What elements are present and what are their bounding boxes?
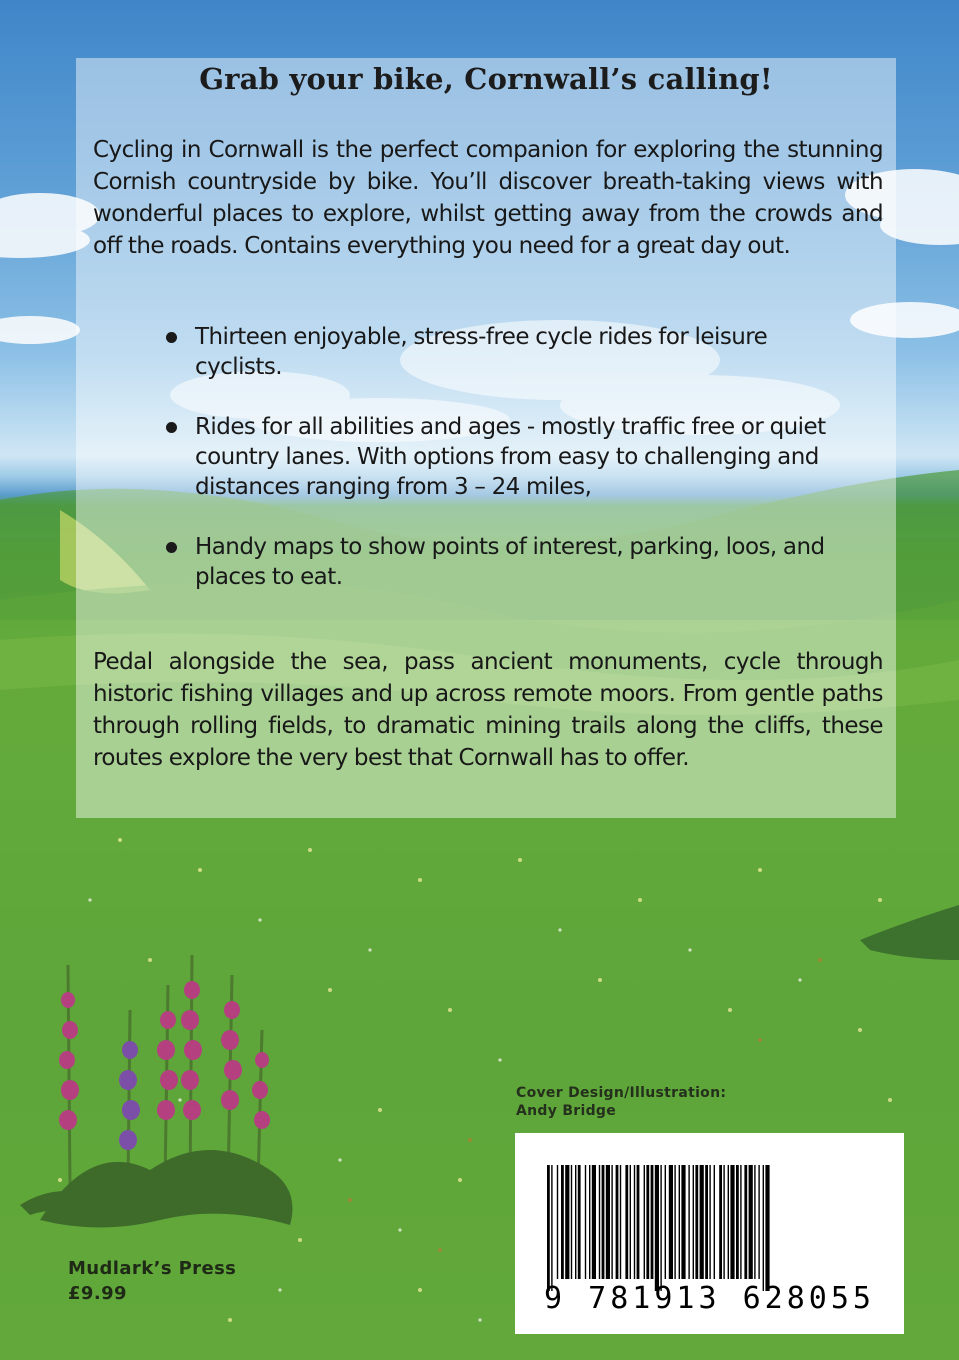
barcode-bar (646, 1165, 649, 1279)
barcode-bar (758, 1165, 759, 1279)
feature-text: Handy maps to show points of interest, parking, loos, and places to eat. (195, 534, 825, 590)
barcode-bar (571, 1165, 572, 1279)
credit-label: Cover Design/Illustration: (516, 1085, 727, 1101)
barcode-bar (723, 1165, 724, 1279)
barcode-bar (669, 1165, 673, 1279)
barcode-bar (557, 1165, 558, 1279)
credit-name: Andy Bridge (516, 1103, 617, 1119)
feature-list (160, 320, 840, 592)
feature-text: Thirteen enjoyable, stress-free cycle rides for leisure cyclists. (195, 324, 768, 380)
barcode-bar (705, 1165, 708, 1279)
barcode-bar (730, 1165, 734, 1279)
barcode-bar (611, 1165, 612, 1279)
feature-list-item (160, 322, 840, 382)
publisher-info (68, 1256, 236, 1306)
barcode-bar (665, 1165, 666, 1279)
illustration-credit (516, 1084, 776, 1120)
barcode-bar (679, 1165, 680, 1279)
barcode-bar (644, 1165, 645, 1279)
barcode-bar (688, 1165, 689, 1279)
barcode-bar (674, 1165, 675, 1279)
barcode-bar (547, 1165, 550, 1291)
barcode-bar (616, 1165, 619, 1279)
feature-list-item (160, 532, 840, 592)
barcode-bar (736, 1165, 739, 1279)
barcode-bar (578, 1165, 581, 1279)
feature-text: Rides for all abilities and ages - mostly traffic free or quiet country lanes. With options from easy to challenging and distances ranging from 3 – 24 miles, (195, 414, 826, 500)
barcode-bar (681, 1165, 685, 1279)
barcode-bar (592, 1165, 596, 1279)
publisher-name: Mudlark’s Press (68, 1258, 237, 1279)
barcode-bar (765, 1165, 769, 1291)
barcode-bar (634, 1165, 635, 1279)
barcode-bar (693, 1165, 694, 1279)
barcode-bar (660, 1165, 661, 1291)
barcode-bar (749, 1165, 753, 1279)
feature-list-item (160, 412, 840, 502)
barcode-bar (630, 1165, 631, 1279)
bullet-icon (166, 542, 177, 553)
barcode-bar (637, 1165, 640, 1279)
isbn-barcode (515, 1133, 904, 1334)
barcode-bar (561, 1165, 564, 1279)
barcode-bar (606, 1165, 610, 1279)
barcode-bar (589, 1165, 590, 1279)
barcode-bar (655, 1165, 659, 1291)
intro-paragraph: Cycling in Cornwall is the perfect companion for exploring the stunning Cornish countryside by bike. You’ll discover breath-taking views with wonderful places to explore, whilst getting away from the crowds and off the roads. Contains everything you need for a great day out. (93, 137, 883, 259)
barcode-bar (599, 1165, 600, 1279)
price-label: £9.99 (68, 1283, 127, 1304)
barcode-bar (740, 1165, 741, 1279)
barcode-bar (625, 1165, 628, 1279)
barcode-bar (714, 1165, 715, 1279)
barcode-bar (585, 1165, 586, 1279)
barcode-bar (602, 1165, 605, 1279)
isbn-number: 9 781913 628055 (544, 1281, 875, 1316)
barcode-bar (709, 1165, 710, 1279)
bullet-icon (166, 332, 177, 343)
barcode-bar (719, 1165, 722, 1279)
barcode-bar (744, 1165, 747, 1279)
barcode-bar (620, 1165, 621, 1279)
barcode-bar (575, 1165, 576, 1279)
barcode-bar (565, 1165, 569, 1279)
barcode-bar (728, 1165, 729, 1279)
barcode-bar (754, 1165, 755, 1279)
bullet-icon (166, 422, 177, 433)
barcode-bar (700, 1165, 704, 1279)
barcode-bar (695, 1165, 698, 1279)
barcode-bar (551, 1165, 552, 1291)
cover-headline: Grab your bike, Cornwall’s calling! (199, 62, 773, 96)
barcode-bar (651, 1165, 654, 1279)
barcode-bar (763, 1165, 764, 1291)
outro-paragraph: Pedal alongside the sea, pass ancient monuments, cycle through historic fishing villages and up across remote moors. From gentle paths through rolling fields, to dramatic mining trails along the cliffs, these routes explore the very best that Cornwall has to offer. (93, 649, 883, 771)
